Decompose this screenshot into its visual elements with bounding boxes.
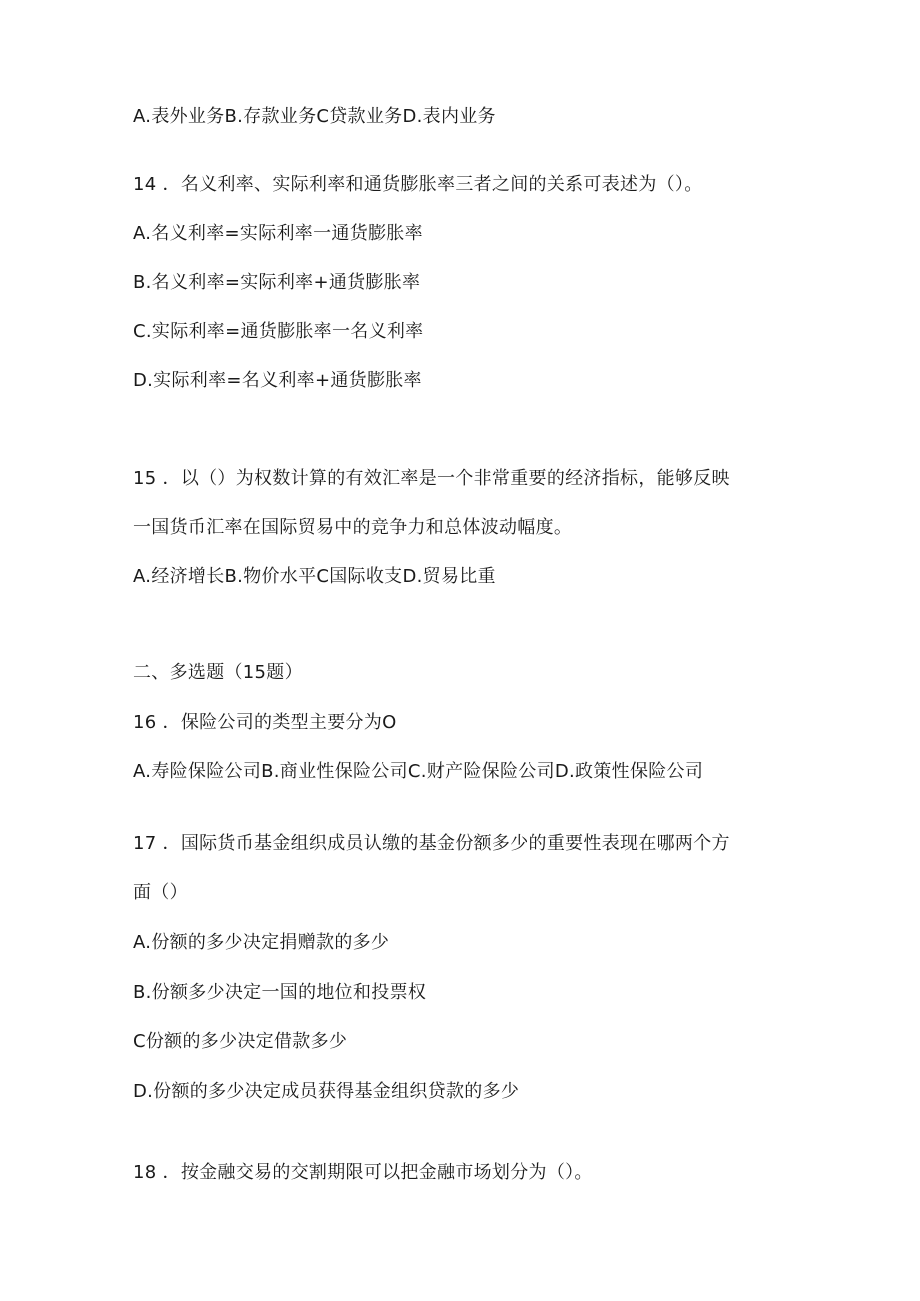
q17-option-b: B.份额多少决定一国的地位和投票权 xyxy=(133,982,427,1003)
section-heading: 二、多选题（15题） xyxy=(133,662,303,683)
q17-stem-line1: 17 ．国际货币基金组织成员认缴的基金份额多少的重要性表现在哪两个方 xyxy=(133,833,730,854)
q15-options: A.经济增长B.物价水平C国际收支D.贸易比重 xyxy=(133,566,496,587)
q17-option-c: C份额的多少决定借款多少 xyxy=(133,1031,348,1052)
q13-options: A.表外业务B.存款业务C贷款业务D.表内业务 xyxy=(133,106,496,127)
q14-stem: 14 ．名义利率、实际利率和通货膨胀率三者之间的关系可表述为（）。 xyxy=(133,174,703,195)
q17-stem-line2: 面（） xyxy=(133,882,188,903)
q15-stem-line2: 一国货币汇率在国际贸易中的竞争力和总体波动幅度。 xyxy=(133,517,573,538)
q18-stem: 18 ．按金融交易的交割期限可以把金融市场划分为（）。 xyxy=(133,1162,593,1183)
q17-option-a: A.份额的多少决定捐赠款的多少 xyxy=(133,932,390,953)
q16-stem: 16 ．保险公司的类型主要分为O xyxy=(133,712,397,733)
q16-options: A.寿险保险公司B.商业性保险公司C.财产险保险公司D.政策性保险公司 xyxy=(133,761,704,782)
q14-option-a: A.名义利率=实际利率一通货膨胀率 xyxy=(133,223,423,244)
q14-option-d: D.实际利率=名义利率+通货膨胀率 xyxy=(133,370,422,391)
q15-stem-line1: 15 ．以（）为权数计算的有效汇率是一个非常重要的经济指标，能够反映 xyxy=(133,468,730,489)
q14-option-c: C.实际利率=通货膨胀率一名义利率 xyxy=(133,321,424,342)
q17-option-d: D.份额的多少决定成员获得基金组织贷款的多少 xyxy=(133,1081,520,1102)
q14-option-b: B.名义利率=实际利率+通货膨胀率 xyxy=(133,272,421,293)
